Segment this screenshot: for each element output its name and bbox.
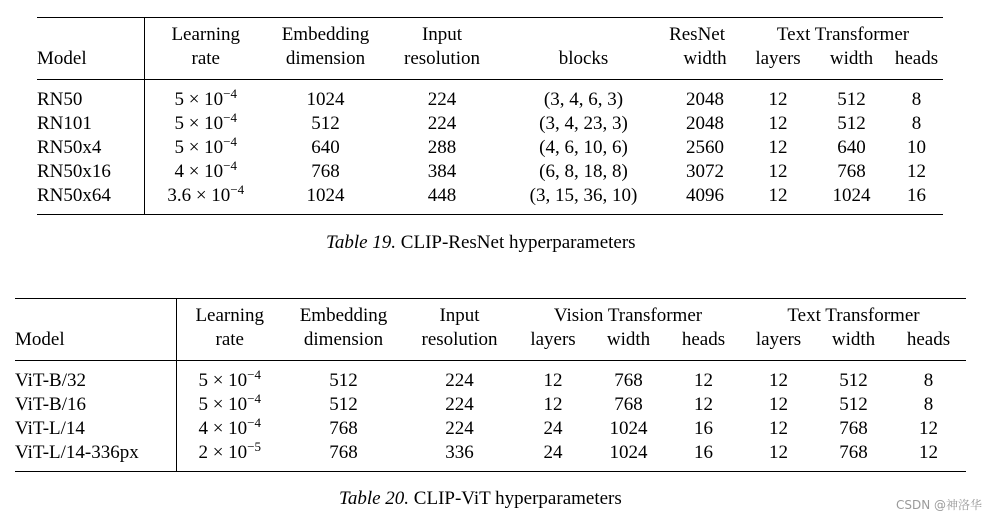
cell-width: 3072: [686, 161, 724, 182]
table-row: [15, 361, 966, 394]
caption-label: Table 19.: [326, 232, 397, 253]
cell-vwidth: 768: [614, 370, 643, 391]
header-res-top: Input: [439, 305, 480, 326]
table-row: [15, 441, 966, 472]
cell-emb: 1024: [306, 89, 345, 110]
header-model: Model: [15, 328, 176, 361]
cell-twidth: 768: [816, 441, 891, 472]
table-20-caption: [339, 488, 622, 510]
cell-heads: 10: [907, 137, 926, 158]
cell-learning-rate: [176, 417, 283, 441]
cell-res: 224: [427, 113, 457, 134]
cell-twidth: 640: [837, 137, 866, 158]
cell-res: 288: [427, 137, 457, 158]
cell-layers: 12: [768, 89, 788, 110]
cell-res: 224: [445, 418, 474, 439]
cell-learning-rate: [176, 393, 283, 417]
lr-mantissa: 4 × 10: [198, 418, 248, 439]
cell-tlayers: 12: [741, 441, 816, 472]
header-text-transformer-group: Text Transformer: [776, 24, 910, 45]
cell-vwidth: 768: [614, 394, 643, 415]
cell-vheads: 12: [694, 394, 713, 415]
cell-learning-rate: [176, 361, 283, 394]
cell-vwidth: 1024: [609, 418, 648, 439]
header-text-transformer-group: Text Transformer: [787, 305, 920, 326]
cell-blocks: (3, 15, 36, 10): [500, 184, 667, 215]
cell-width: 2048: [686, 113, 724, 134]
table-row: [15, 393, 966, 417]
watermark: CSDN @神洛华: [895, 498, 982, 512]
header-model: Model: [37, 47, 144, 80]
header-text-heads: heads: [891, 328, 966, 361]
lr-mantissa: 5 × 10: [174, 89, 224, 110]
cell-width: 2560: [686, 137, 724, 158]
lr-mantissa: 5 × 10: [198, 370, 248, 391]
header-width: width: [667, 47, 743, 80]
cell-emb: 768: [329, 418, 358, 439]
cell-twidth: 768: [839, 418, 868, 439]
header-lr-bottom: rate: [176, 328, 283, 361]
cell-blocks: (3, 4, 23, 3): [539, 113, 628, 134]
cell-twidth: 512: [839, 394, 868, 415]
header-lr-top: Learning: [195, 305, 265, 326]
caption-text: CLIP-ViT hyperparameters: [413, 488, 622, 509]
cell-vlayers: 12: [543, 394, 563, 415]
cell-twidth: 512: [837, 89, 866, 110]
cell-learning-rate: [144, 136, 267, 160]
cell-theads: 12: [891, 441, 966, 472]
cell-learning-rate: [176, 441, 283, 472]
cell-vheads: 16: [694, 418, 713, 439]
cell-tlayers: 12: [769, 418, 788, 439]
cell-heads: 12: [907, 161, 926, 182]
header-text-width: width: [816, 328, 891, 361]
table-row: [37, 112, 943, 136]
cell-twidth: 1024: [813, 184, 890, 215]
lr-exponent: −4: [247, 391, 262, 406]
cell-emb: 640: [311, 137, 340, 158]
header-emb-top: Embedding: [281, 24, 370, 45]
lr-exponent: −4: [247, 367, 262, 382]
cell-width: 2048: [686, 89, 724, 110]
header-blocks: blocks: [500, 47, 667, 80]
table-row: [37, 80, 943, 113]
cell-heads: 8: [911, 113, 922, 134]
cell-twidth: 512: [839, 370, 868, 391]
cell-emb: 512: [311, 113, 340, 134]
cell-model: ViT-L/14: [15, 417, 176, 441]
header-heads: heads: [890, 47, 943, 80]
table-row: [37, 184, 943, 215]
header-text-layers: layers: [741, 328, 816, 361]
cell-layers: 12: [768, 113, 788, 134]
cell-tlayers: 12: [769, 370, 788, 391]
cell-emb: 1024: [267, 184, 384, 215]
cell-res: 224: [445, 394, 474, 415]
cell-vlayers: 24: [543, 418, 563, 439]
header-vision-layers: layers: [515, 328, 591, 361]
table-row: [37, 136, 943, 160]
header-emb-bottom: dimension: [267, 47, 384, 80]
cell-twidth: 768: [837, 161, 866, 182]
header-lr-bottom: rate: [144, 47, 267, 80]
cell-model: ViT-L/14-336px: [15, 441, 176, 472]
table-19-caption: [326, 232, 636, 254]
table-row: [15, 417, 966, 441]
lr-mantissa: 2 × 10: [198, 442, 248, 463]
lr-exponent: −4: [223, 134, 238, 149]
cell-model: ViT-B/32: [15, 361, 176, 394]
cell-res: 224: [427, 89, 457, 110]
cell-res: 224: [445, 370, 474, 391]
cell-tlayers: 12: [769, 394, 788, 415]
lr-exponent: −5: [247, 439, 262, 454]
cell-blocks: (4, 6, 10, 6): [539, 137, 628, 158]
cell-vlayers: 24: [515, 441, 591, 472]
cell-theads: 8: [923, 394, 934, 415]
lr-mantissa: 5 × 10: [174, 113, 224, 134]
cell-vheads: 12: [694, 370, 713, 391]
cell-emb: 512: [329, 394, 358, 415]
cell-learning-rate: [144, 112, 267, 136]
header-layers: layers: [743, 47, 813, 80]
cell-model: RN50x64: [37, 184, 144, 215]
cell-emb: 768: [311, 161, 340, 182]
cell-model: RN50x4: [37, 136, 144, 160]
cell-res: 448: [384, 184, 500, 215]
cell-model: RN50: [37, 80, 144, 113]
cell-layers: 12: [768, 137, 788, 158]
caption-label: Table 20.: [339, 488, 410, 509]
cell-width: 4096: [667, 184, 743, 215]
cell-heads: 8: [911, 89, 922, 110]
header-vision-transformer-group: Vision Transformer: [553, 305, 703, 326]
lr-exponent: −4: [247, 415, 262, 430]
table-row: [37, 160, 943, 184]
cell-layers: 12: [743, 184, 813, 215]
lr-exponent: −4: [230, 182, 245, 197]
cell-theads: 12: [919, 418, 938, 439]
lr-mantissa: 5 × 10: [174, 137, 224, 158]
cell-blocks: (3, 4, 6, 3): [543, 89, 624, 110]
lr-exponent: −4: [223, 110, 238, 125]
header-res-bottom: resolution: [384, 47, 500, 80]
header-resnet-group: ResNet: [669, 24, 725, 45]
cell-blocks: (6, 8, 18, 8): [539, 161, 628, 182]
lr-mantissa: 3.6 × 10: [167, 185, 231, 206]
cell-res: 384: [427, 161, 457, 182]
lr-exponent: −4: [223, 86, 238, 101]
clip-resnet-table: [37, 17, 943, 215]
cell-learning-rate: [144, 184, 267, 215]
cell-vlayers: 12: [543, 370, 563, 391]
cell-model: ViT-B/16: [15, 393, 176, 417]
cell-twidth: 512: [837, 113, 866, 134]
header-emb-bottom: dimension: [283, 328, 404, 361]
cell-theads: 8: [923, 370, 934, 391]
header-vision-width: width: [591, 328, 666, 361]
lr-exponent: −4: [223, 158, 238, 173]
caption-text: CLIP-ResNet hyperparameters: [400, 232, 636, 253]
cell-learning-rate: [144, 160, 267, 184]
cell-vheads: 16: [666, 441, 741, 472]
lr-mantissa: 5 × 10: [198, 394, 248, 415]
cell-layers: 12: [768, 161, 788, 182]
header-res-top: Input: [421, 24, 463, 45]
lr-mantissa: 4 × 10: [174, 161, 224, 182]
header-vision-heads: heads: [666, 328, 741, 361]
cell-vwidth: 1024: [591, 441, 666, 472]
header-text-width: width: [813, 47, 890, 80]
header-lr-top: Learning: [171, 24, 241, 45]
cell-learning-rate: [144, 80, 267, 113]
clip-vit-table: [15, 298, 966, 472]
cell-model: RN50x16: [37, 160, 144, 184]
header-emb-top: Embedding: [299, 305, 388, 326]
header-res-bottom: resolution: [404, 328, 515, 361]
cell-model: RN101: [37, 112, 144, 136]
cell-emb: 768: [283, 441, 404, 472]
cell-emb: 512: [329, 370, 358, 391]
cell-heads: 16: [890, 184, 943, 215]
cell-res: 336: [404, 441, 515, 472]
